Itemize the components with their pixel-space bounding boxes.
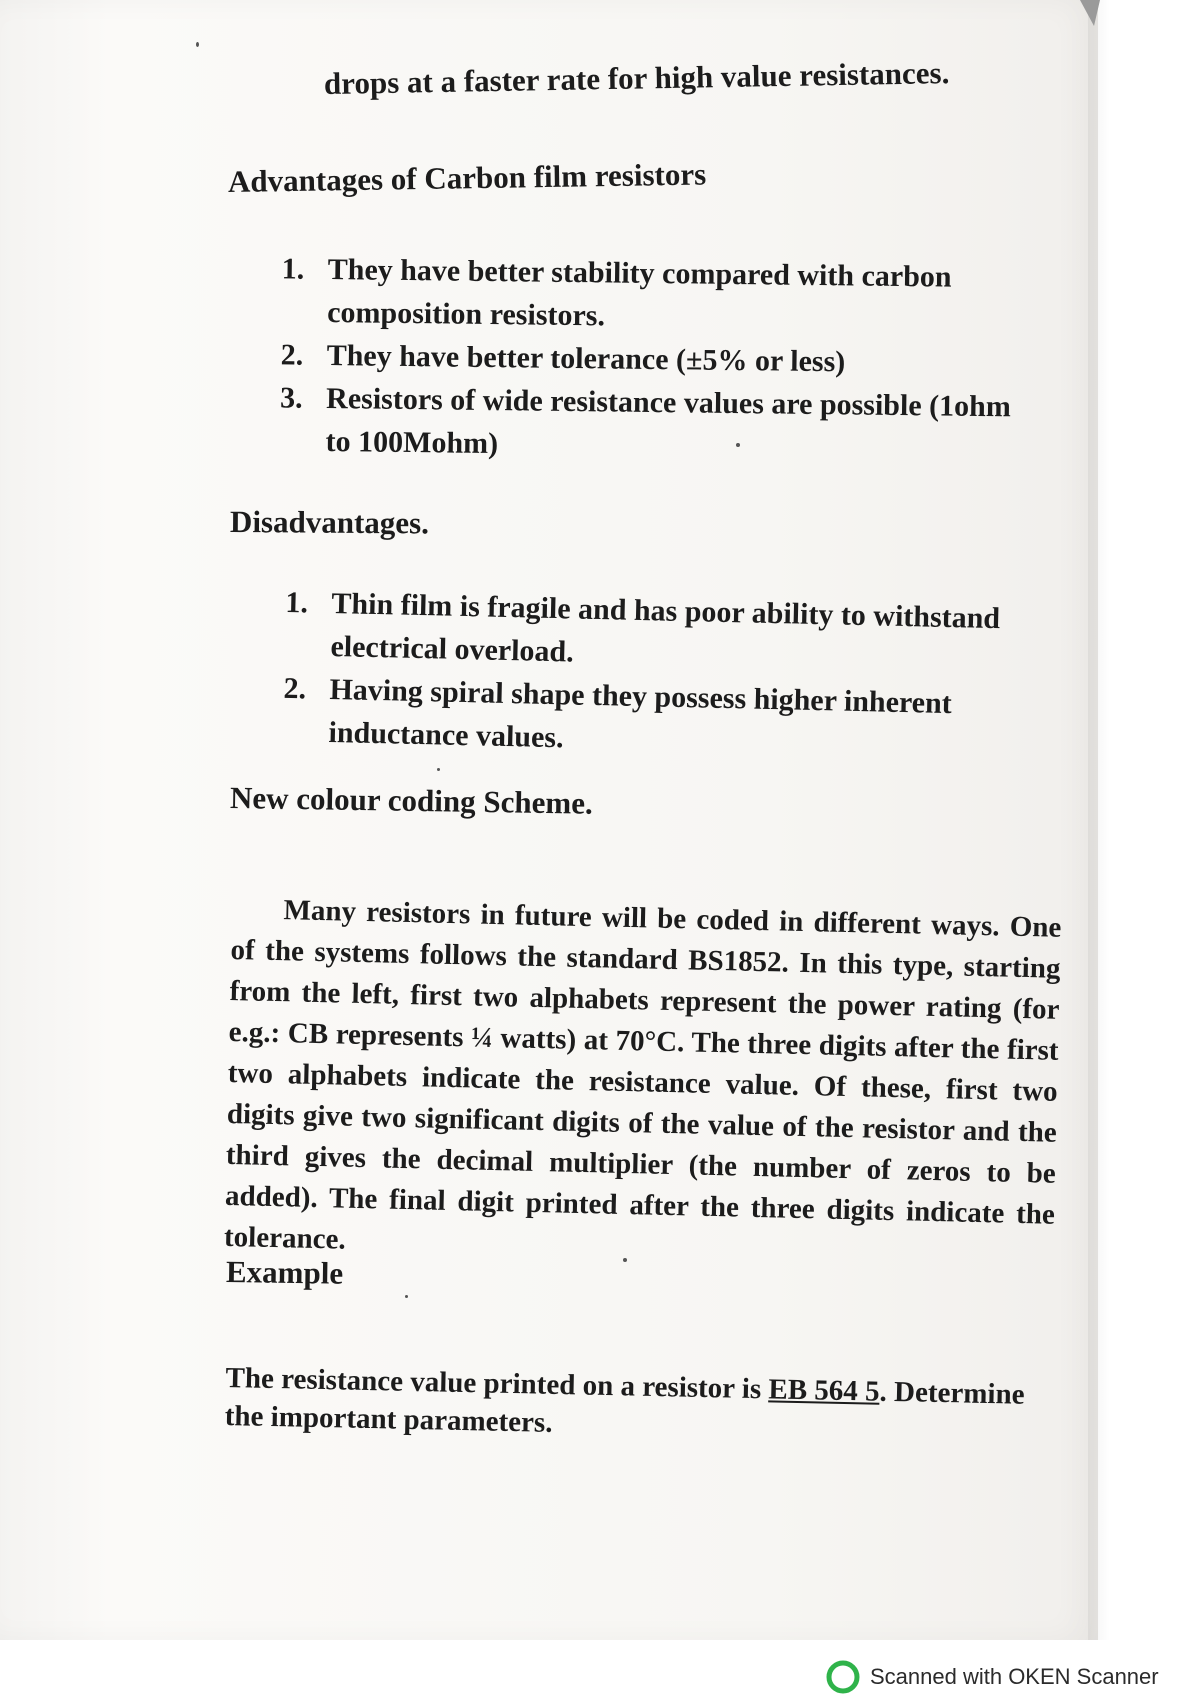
- list-number: 2.: [283, 671, 307, 706]
- list-number: 1.: [285, 585, 309, 620]
- list-text: Resistors of wide resistance values are possible (1ohm to 100Mohm): [325, 381, 1011, 461]
- list-item: [279, 377, 1026, 472]
- advantages-list: [279, 248, 1028, 472]
- example-text-before: The resistance value printed on a resistor is: [225, 1361, 769, 1406]
- advantages-heading: Advantages of Carbon film resistors: [227, 156, 707, 199]
- example-heading: Example: [225, 1254, 344, 1291]
- example-text: [224, 1359, 1055, 1452]
- list-item: [281, 248, 1028, 343]
- list-text: They have better stability compared with carbon composition resistors.: [327, 252, 952, 333]
- list-item: [283, 668, 1082, 771]
- list-number: 2.: [280, 338, 304, 372]
- new-colour-coding-heading: New colour coding Scheme.: [229, 780, 594, 821]
- list-text: They have better tolerance (±5% or less): [326, 338, 846, 379]
- continuation-line: drops at a faster rate for high value resistances.: [323, 55, 950, 101]
- scanner-watermark: [826, 1660, 1159, 1694]
- resistor-code: EB 564 5: [768, 1373, 880, 1408]
- disadvantages-heading: Disadvantages.: [229, 504, 430, 541]
- list-number: 3.: [279, 381, 303, 415]
- scanner-text: Scanned with OKEN Scanner: [870, 1664, 1159, 1689]
- example-text-after: . Determine the important parameters.: [224, 1375, 1025, 1439]
- disadvantages-list: [283, 582, 1084, 771]
- logo-center: [837, 1671, 849, 1683]
- oken-scanner-logo-icon: [826, 1660, 860, 1694]
- list-text: Thin film is fragile and has poor ability to withstand electrical overload.: [330, 586, 1001, 669]
- colour-coding-paragraph: Many resistors in future will be coded in different ways. One of the systems follows the standard BS1852. In this type, starting from the left, first two alphabets represent the power rating (for e.g.: CB represents ¼ watts) at 70°C. The three digits after the first two alphabets indicate the resistance value. Of these, first two digits give two significant digits of the value of the resistor and the third gives the decimal multiplier (the number of zeros to be added). The final digit printed after the three digits indicate the tolerance.: [223, 894, 1062, 1256]
- list-text: Having spiral shape they possess higher inherent inductance values.: [328, 672, 953, 755]
- list-number: 1.: [281, 252, 305, 286]
